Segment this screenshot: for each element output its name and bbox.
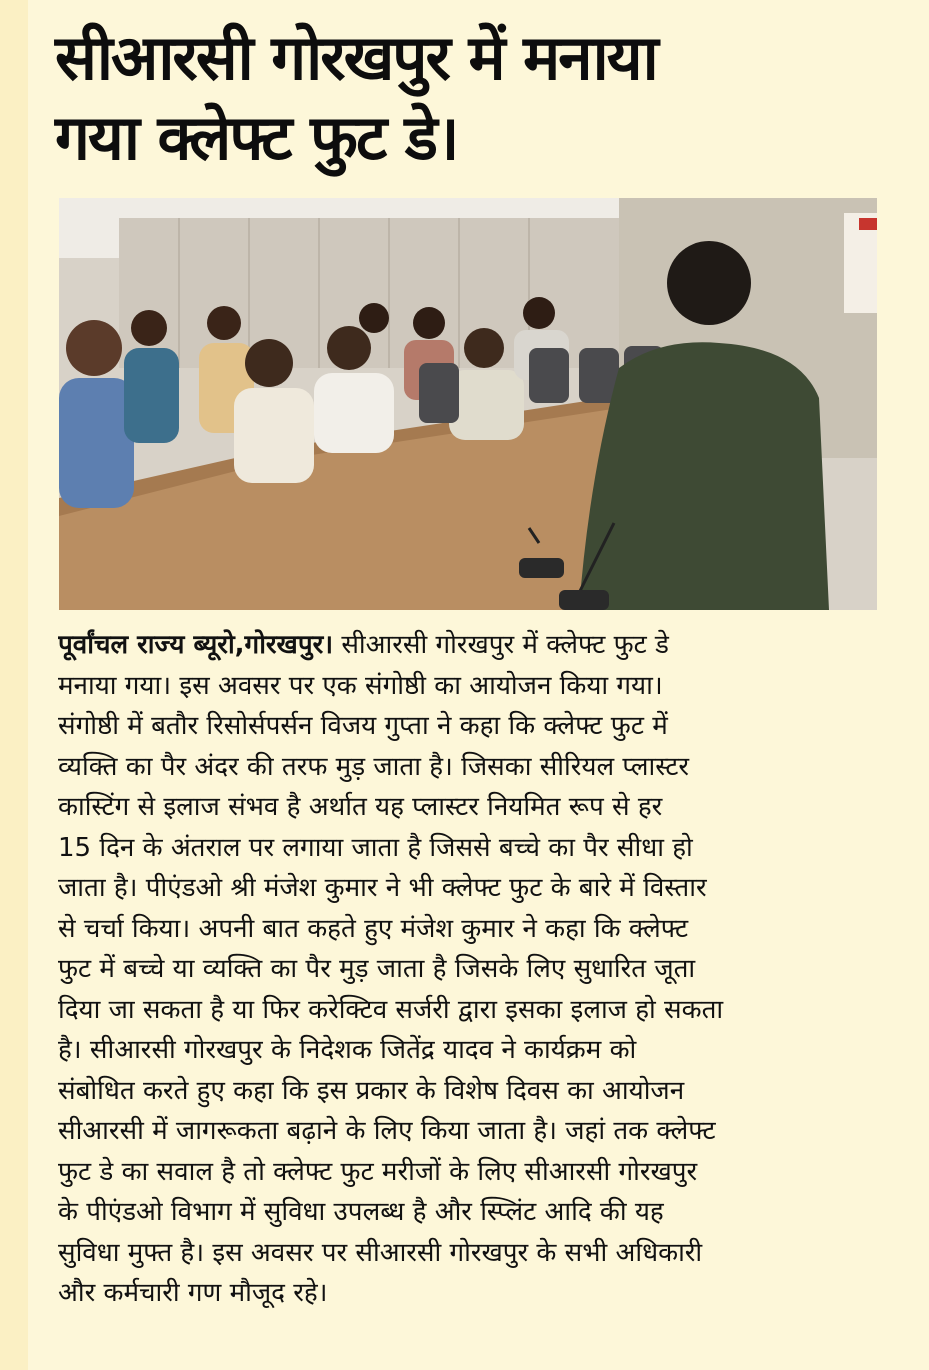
article-line: सुविधा मुफ्त है। इस अवसर पर सीआरसी गोरखपुर के सभी अधिकारी	[58, 1237, 703, 1268]
article-line: संबोधित करते हुए कहा कि इस प्रकार के विशेष दिवस का आयोजन	[58, 1075, 685, 1106]
article-line: 15 दिन के अंतराल पर लगाया जाता है जिससे बच्चे का पैर सीधा हो	[58, 832, 693, 863]
article-lead: सीआरसी गोरखपुर में क्लेफ्ट फुट डे	[333, 630, 669, 660]
article-line: दिया जा सकता है या फिर करेक्टिव सर्जरी द्वारा इसका इलाज हो सकता	[58, 994, 724, 1025]
article-line: से चर्चा किया। अपनी बात कहते हुए मंजेश कुमार ने कहा कि क्लेफ्ट	[58, 913, 689, 944]
headline-line-2: गया क्लेफ्ट फुट डे।	[55, 101, 458, 174]
article-line: और कर्मचारी गण मौजूद रहे।	[58, 1278, 328, 1308]
article-line	[58, 625, 880, 666]
page-edge-strip	[0, 0, 28, 1370]
article-line: कास्टिंग से इलाज संभव है अर्थात यह प्लास्टर नियमित रूप से हर	[58, 792, 663, 822]
seminar-room-photo	[59, 198, 877, 610]
headline-line-1: सीआरसी गोरखपुर में मनाया	[55, 21, 657, 94]
article-body	[58, 625, 880, 1314]
article-line: सीआरसी में जागरूकता बढ़ाने के लिए किया जाता है। जहां तक क्लेफ्ट	[58, 1116, 716, 1146]
article-line: संगोष्ठी में बतौर रिसोर्सपर्सन विजय गुप्ता ने कहा कि क्लेफ्ट फुट में	[58, 711, 668, 741]
article-line: जाता है। पीएंडओ श्री मंजेश कुमार ने भी क्लेफ्ट फुट के बारे में विस्तार	[58, 873, 707, 903]
byline: पूर्वांचल राज्य ब्यूरो,गोरखपुर।	[58, 630, 334, 660]
article-line: मनाया गया। इस अवसर पर एक संगोष्ठी का आयोजन किया गया।	[58, 670, 663, 701]
article-line: के पीएंडओ विभाग में सुविधा उपलब्ध है और स्प्लिंट आदि की यह	[58, 1197, 664, 1227]
headline	[55, 18, 895, 178]
article-line: व्यक्ति का पैर अंदर की तरफ मुड़ जाता है। जिसका सीरियल प्लास्टर	[58, 751, 690, 782]
article-line: फुट डे का सवाल है तो क्लेफ्ट फुट मरीजों के लिए सीआरसी गोरखपुर	[58, 1156, 698, 1187]
article-line: फुट में बच्चे या व्यक्ति का पैर मुड़ जाता है जिसके लिए सुधारित जूता	[58, 954, 696, 984]
article-line: है। सीआरसी गोरखपुर के निदेशक जितेंद्र यादव ने कार्यक्रम को	[58, 1035, 637, 1065]
